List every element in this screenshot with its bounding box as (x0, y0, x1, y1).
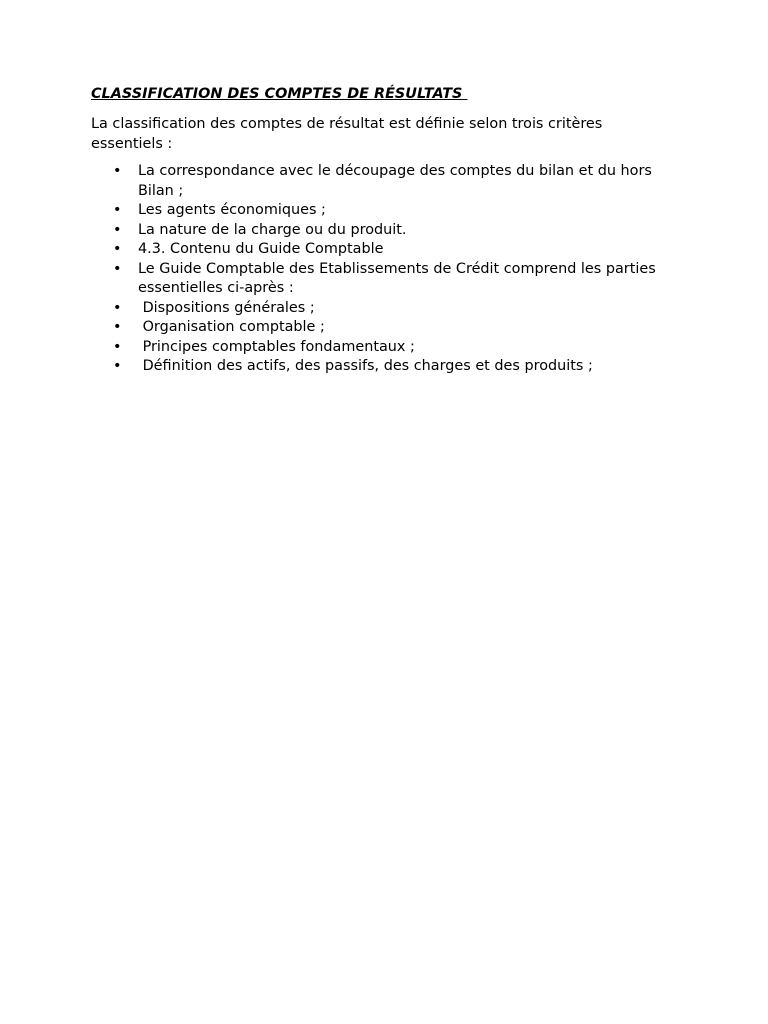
list-item (91, 357, 658, 377)
list-item (91, 221, 658, 241)
bullet-icon: • (113, 319, 122, 335)
list-item-text: 4.3. Contenu du Guide Comptable (138, 241, 384, 257)
bullet-icon: • (113, 358, 122, 374)
list-item-text: La correspondance avec le découpage des comptes du bilan et du hors Bilan ; (138, 163, 657, 199)
intro-paragraph: La classification des comptes de résultat est définie selon trois critères essentiels : (91, 116, 603, 152)
bullet-icon: • (113, 338, 122, 355)
bullet-icon: • (113, 299, 122, 316)
list-item-text: Le Guide Comptable des Etablissements de Crédit comprend les parties essentielles ci-après : (138, 260, 661, 296)
list-item (91, 162, 658, 201)
list-item-text: La nature de la charge ou du produit. (138, 221, 407, 238)
document-title: CLASSIFICATION DES COMPTES DE RÉSULTATS (91, 86, 468, 102)
list-item-text: Définition des actifs, des passifs, des charges et des produits ; (138, 358, 593, 374)
list-item-text: Principes comptables fondamentaux ; (138, 338, 415, 355)
list-item-text: Dispositions générales ; (138, 299, 315, 316)
list-item (91, 240, 658, 260)
bullet-icon: • (113, 260, 122, 277)
bullet-icon: • (113, 202, 122, 218)
document-page (91, 84, 691, 377)
list-item (91, 338, 658, 358)
list-item (91, 299, 658, 319)
bullet-list (91, 162, 691, 377)
list-item-text: Organisation comptable ; (138, 319, 325, 335)
list-item-text: Les agents économiques ; (138, 202, 326, 218)
list-item (91, 201, 658, 221)
bullet-icon: • (113, 221, 122, 238)
list-item (91, 318, 658, 338)
bullet-icon: • (113, 163, 122, 179)
bullet-icon: • (113, 241, 122, 257)
list-item (91, 260, 661, 299)
